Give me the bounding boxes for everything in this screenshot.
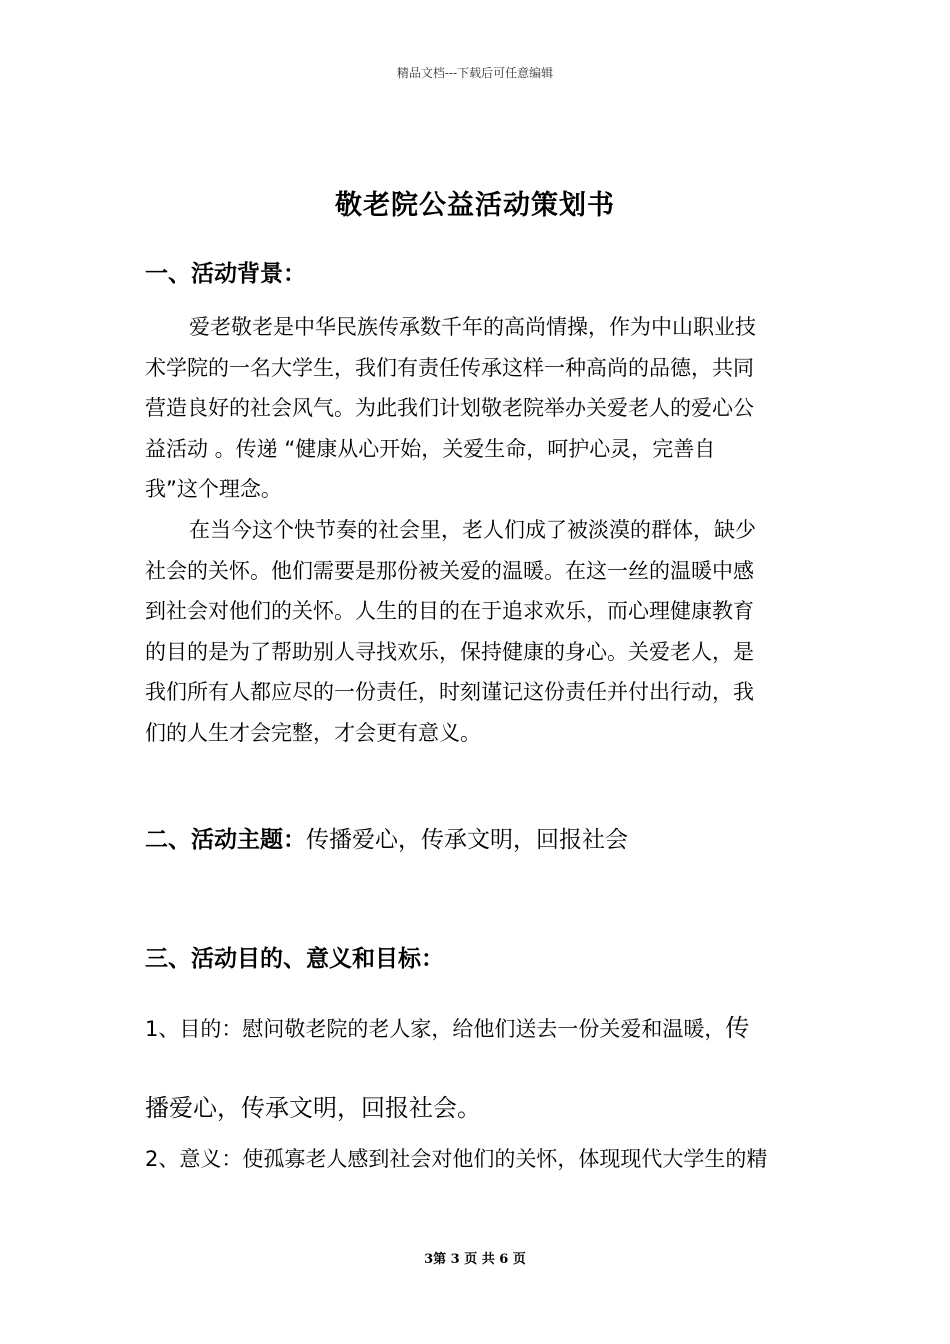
paragraph-line: 我们所有人都应尽的一份责任，时刻谨记这份责任并付出行动，我 xyxy=(145,680,754,704)
theme-heading-label: 二、活动主题： xyxy=(145,827,306,853)
goal-item-purpose-continued: 播爱心，传承文明，回报社会。 xyxy=(145,1094,481,1122)
theme-value: 传播爱心，传承文明，回报社会 xyxy=(306,827,628,853)
paragraph-line: 的目的是为了帮助别人寻找欢乐，保持健康的身心。关爱老人，是 xyxy=(145,639,754,664)
paragraph-line: 营造良好的社会风气。为此我们计划敬老院举办关爱老人的爱心公 xyxy=(145,396,754,420)
goal-item-text-tail: 传 xyxy=(725,1014,750,1042)
section-heading-background: 一、活动背景： xyxy=(145,261,306,287)
goal-item-significance: 2、意义：使孤寡老人感到社会对他们的关怀，体现现代大学生的精 xyxy=(145,1147,768,1171)
background-paragraph-1 xyxy=(145,307,805,510)
paragraph-line: 我”这个理念。 xyxy=(145,477,282,501)
section-heading-theme xyxy=(145,821,628,854)
paragraph-line: 们的人生才会完整，才会更有意义。 xyxy=(145,720,481,745)
goal-item-text: 1、目的：慰问敬老院的老人家，给他们送去一份关爱和温暖， xyxy=(145,1017,726,1041)
paragraph-line: 社会的关怀。他们需要是那份被关爱的温暖。在这一丝的温暖中感 xyxy=(145,558,754,583)
goal-item-purpose xyxy=(145,1008,749,1043)
section-heading-goals: 三、活动目的、意义和目标： xyxy=(145,946,444,972)
page-number-footer: 3第 3 页 共 6 页 xyxy=(424,1252,526,1267)
paragraph-line: 术学院的一名大学生，我们有责任传承这样一种高尚的品德，共同 xyxy=(145,355,754,380)
paragraph-line: 益活动 。传递 “健康从心开始，关爱生命，呵护心灵，完善自 xyxy=(145,436,716,461)
paragraph-line: 在当今这个快节奏的社会里，老人们成了被淡漠的群体，缺少 xyxy=(189,518,756,542)
background-paragraph-2 xyxy=(145,510,805,753)
header-note: 精品文档---下载后可任意编辑 xyxy=(396,66,554,80)
document-title: 敬老院公益活动策划书 xyxy=(335,190,615,221)
paragraph-line: 到社会对他们的关怀。人生的目的在于追求欢乐，而心理健康教育 xyxy=(145,599,754,623)
paragraph-line: 爱老敬老是中华民族传承数千年的高尚情操，作为中山职业技 xyxy=(189,315,756,339)
